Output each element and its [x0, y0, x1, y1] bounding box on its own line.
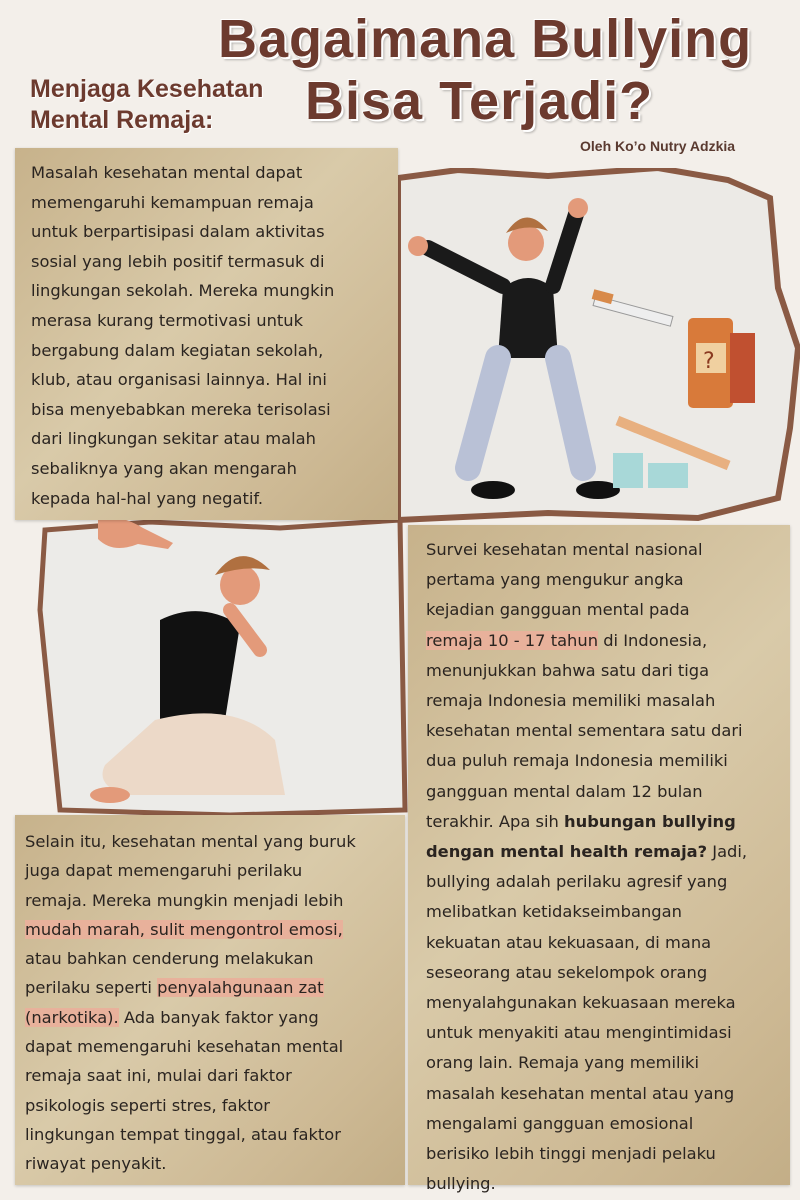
- text-line: [426, 837, 747, 867]
- text-segment: riwayat penyakit.: [25, 1154, 167, 1174]
- text-line: [25, 1061, 356, 1090]
- text-segment: orang lain. Remaja yang memiliki: [426, 1053, 699, 1073]
- text-segment: bullying adalah perilaku agresif yang: [426, 872, 728, 892]
- text-segment: Selain itu, kesehatan mental yang buruk: [25, 832, 356, 851]
- text-line: [25, 915, 356, 944]
- text-segment: sosial yang lebih positif termasuk di: [31, 251, 325, 271]
- text-line: [31, 424, 334, 454]
- text-line: [426, 928, 747, 958]
- text-line: [426, 595, 747, 625]
- text-line: [426, 535, 747, 565]
- text-line: [426, 656, 747, 686]
- text-line: [426, 958, 747, 988]
- text-line: [31, 484, 334, 514]
- text-segment: kejadian gangguan mental pada: [426, 600, 690, 620]
- text-segment: kesehatan mental sementara satu dari: [426, 721, 743, 741]
- text-segment: dua puluh remaja Indonesia memiliki: [426, 751, 728, 771]
- text-line: [31, 365, 334, 395]
- subtitle-line-1: Menjaga Kesehatan: [30, 75, 264, 103]
- text-line: [31, 395, 334, 425]
- text-segment: untuk berpartisipasi dalam aktivitas: [31, 222, 325, 242]
- text-line: [25, 856, 356, 885]
- text-segment: Masalah kesehatan mental dapat: [31, 163, 303, 182]
- paper-card-behavior-factors: [15, 815, 405, 1185]
- section3-text: [426, 535, 747, 1199]
- text-segment: lingkungan sekolah. Mereka mungkin: [31, 281, 335, 301]
- highlighted-text: penyalahgunaan zat: [157, 978, 324, 998]
- text-line: [31, 158, 334, 188]
- text-line: [426, 1079, 747, 1109]
- text-segment: bullying.: [426, 1174, 496, 1194]
- text-line: [426, 565, 747, 595]
- angry-teen-illustration: [398, 168, 800, 523]
- text-segment: pertama yang mengukur angka: [426, 570, 684, 590]
- text-segment: mengalami gangguan emosional: [426, 1113, 694, 1133]
- text-segment: dari lingkungan sekitar atau malah: [31, 429, 316, 449]
- text-line: [25, 1003, 356, 1032]
- text-segment: remaja. Mereka mungkin menjadi lebih: [25, 890, 344, 910]
- text-line: [426, 716, 747, 746]
- text-line: [31, 454, 334, 484]
- main-title-line-2: Bisa Terjadi?: [305, 71, 654, 131]
- text-segment: untuk menyakiti atau mengintimidasi: [426, 1023, 732, 1043]
- text-segment: remaja Indonesia memiliki masalah: [426, 691, 716, 711]
- text-line: [31, 247, 334, 277]
- text-line: [25, 1120, 356, 1149]
- highlighted-text: remaja 10 - 17 tahun: [426, 630, 599, 650]
- text-segment: sebaliknya yang akan mengarah: [31, 458, 297, 478]
- bold-text: dengan mental health remaja?: [426, 842, 708, 862]
- subtitle-line-2: Mental Remaja:: [30, 106, 214, 134]
- text-segment: Survei kesehatan mental nasional: [426, 540, 703, 559]
- text-line: [31, 217, 334, 247]
- text-line: [25, 827, 356, 856]
- text-line: [426, 777, 747, 807]
- text-segment: memengaruhi kemampuan remaja: [31, 192, 314, 212]
- text-segment: atau bahkan cenderung melakukan: [25, 949, 314, 969]
- text-segment: dapat memengaruhi kesehatan mental: [25, 1037, 344, 1057]
- text-line: [25, 1149, 356, 1178]
- text-line: [25, 1032, 356, 1061]
- author-credit: Oleh Ko’o Nutry Adzkia: [580, 138, 736, 154]
- text-line: [25, 1091, 356, 1120]
- text-segment: masalah kesehatan mental atau yang: [426, 1083, 735, 1103]
- text-line: [31, 188, 334, 218]
- text-line: [25, 944, 356, 973]
- text-segment: menunjukkan bahwa satu dari tiga: [426, 660, 710, 680]
- text-segment: lingkungan tempat tinggal, atau faktor: [25, 1124, 341, 1144]
- text-segment: perilaku seperti: [25, 978, 158, 998]
- paper-card-survey-bullying: [408, 525, 790, 1194]
- section2-text: [25, 827, 356, 1179]
- highlighted-text: mudah marah, sulit mengontrol emosi,: [25, 919, 343, 939]
- text-line: [25, 886, 356, 915]
- text-line: [426, 867, 747, 897]
- text-line: [426, 626, 747, 656]
- text-segment: melibatkan ketidakseimbangan: [426, 902, 682, 922]
- text-segment: bergabung dalam kegiatan sekolah,: [31, 340, 324, 360]
- text-line: [426, 1048, 747, 1078]
- text-line: [426, 1139, 747, 1169]
- main-title-line-1: Bagaimana Bullying: [218, 9, 753, 69]
- text-segment: di Indonesia,: [598, 630, 708, 650]
- text-segment: Jadi,: [707, 842, 748, 862]
- text-segment: klub, atau organisasi lainnya. Hal ini: [31, 370, 327, 390]
- bold-text: hubungan bullying: [564, 811, 736, 831]
- highlighted-text: (narkotika).: [25, 1007, 119, 1027]
- subtitle: [30, 74, 263, 136]
- text-line: [31, 306, 334, 336]
- text-line: [426, 807, 747, 837]
- text-line: [426, 686, 747, 716]
- text-line: [31, 336, 334, 366]
- text-line: [426, 746, 747, 776]
- text-segment: remaja saat ini, mulai dari faktor: [25, 1066, 292, 1086]
- text-segment: juga dapat memengaruhi perilaku: [25, 861, 303, 881]
- svg-text:?: ?: [703, 349, 715, 374]
- text-segment: seseorang atau sekelompok orang: [426, 962, 708, 982]
- text-segment: merasa kurang termotivasi untuk: [31, 310, 304, 330]
- text-segment: kekuatan atau kekuasaan, di mana: [426, 932, 712, 952]
- paper-card-mental-health-school: [15, 148, 398, 520]
- text-segment: Ada banyak faktor yang: [118, 1007, 319, 1027]
- sad-teen-illustration: [30, 510, 408, 820]
- text-line: [426, 1109, 747, 1139]
- text-line: [31, 276, 334, 306]
- text-segment: berisiko lebih tinggi menjadi pelaku: [426, 1144, 716, 1164]
- text-segment: kepada hal-hal yang negatif.: [31, 488, 264, 508]
- text-segment: bisa menyebabkan mereka terisolasi: [31, 399, 331, 419]
- text-line: [426, 1018, 747, 1048]
- text-segment: menyalahgunakan kekuasaan mereka: [426, 993, 736, 1013]
- text-segment: psikologis seperti stres, faktor: [25, 1095, 271, 1115]
- text-line: [426, 897, 747, 927]
- section1-text: [31, 158, 334, 513]
- text-segment: terakhir. Apa sih: [426, 811, 565, 831]
- text-line: [426, 988, 747, 1018]
- text-line: [25, 973, 356, 1002]
- text-segment: gangguan mental dalam 12 bulan: [426, 781, 703, 801]
- text-line: [426, 1169, 747, 1199]
